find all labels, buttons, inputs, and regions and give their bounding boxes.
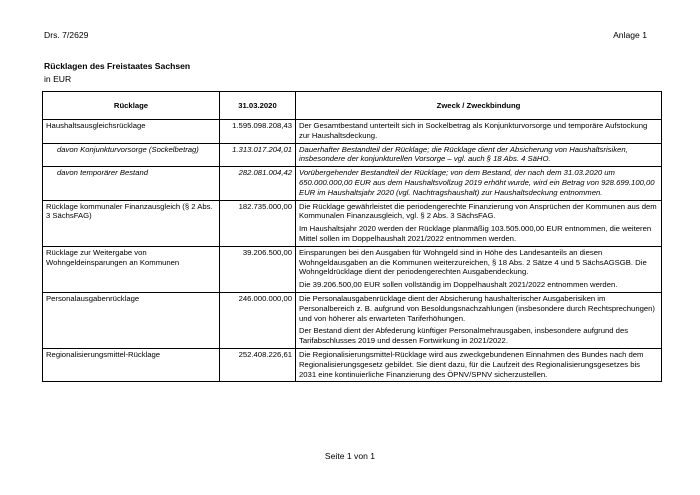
table-row [43,200,662,246]
document-number: Drs. 7/2629 [44,30,89,40]
table-row [43,292,662,348]
purpose-text: Vorübergehender Bestandteil der Rücklage; von dem Bestand, der nach dem 31.03.2020 um 650.000.000,00 EUR aus dem Haushaltsvollzug 2019 erhöht wurde, wird ein Betrag von 928.699.100,00 EUR im Haushaltsjahr 2020 (vgl. Nachtragshaushalt) zur Haushaltsdeckung entnommen. [299,168,655,197]
column-header-reserve: Rücklage [43,92,220,120]
reserve-value: 39.206.500,00 [220,246,296,292]
reserve-value: 252.408.226,61 [220,348,296,381]
column-header-purpose: Zweck / Zweckbindung [296,92,662,120]
reserve-name: davon Konjunkturvorsorge (Sockelbetrag) [43,143,220,167]
purpose-text: Die 39.206.500,00 EUR sollen vollständig im Doppelhaushalt 2021/2022 entnommen werden. [299,280,618,290]
purpose-text: Einsparungen bei den Ausgaben für Wohngeld sind in Höhe des Landesanteils an diesen Wohngeldausgaben an die Kommunen weiterzureichen, § 18 Abs. 2 Sätze 4 und 5 SächsAGSGB. Die Wohngeldrücklage dient der periodengerechten Ausgabendeckung. [299,247,647,277]
attachment-label: Anlage 1 [613,30,647,40]
table-row [43,348,662,381]
reserves-table [42,91,662,382]
purpose-text: Der Gesamtbestand unterteilt sich in Sockelbetrag als Konjunkturvorsorge und temporäre Aufstockung zur Haushaltsdeckung. [299,121,648,140]
table-row [43,120,662,144]
reserve-purpose [296,120,662,144]
reserve-purpose [296,292,662,348]
reserve-value: 182.735.000,00 [220,200,296,246]
currency-unit: in EUR [44,74,72,84]
reserve-name: Rücklage zur Weitergabe von Wohngeldeinsparungen an Kommunen [43,246,220,292]
reserve-value: 282.081.004,42 [220,167,296,200]
reserve-name: davon temporärer Bestand [43,167,220,200]
purpose-text: Dauerhafter Bestandteil der Rücklage; die Rücklage dient der Absicherung von Haushaltsrisiken, insbesondere der konjunkturellen Vorsorge – vgl. auch § 18 Abs. 4 SäHO. [299,144,628,164]
purpose-text: Die Rücklage gewährleistet die periodengerechte Finanzierung von Ansprüchen der Kommunen aus dem Kommunalen Finanzausgleich, vgl. § 2 Abs. 3 SächsFAG. [299,201,657,221]
purpose-text: Der Bestand dient der Abfederung künftiger Personalmehrausgaben, insbesondere aufgrund des Tarifabschlusses 2019 und dessen Fortwirkung in 2021/2022. [299,326,629,346]
reserve-purpose [296,143,662,167]
table-row [43,246,662,292]
reserve-name: Rücklage kommunaler Finanzausgleich (§ 2 Abs. 3 SächsFAG) [43,200,220,246]
reserve-name: Personalausgabenrücklage [43,292,220,348]
table-header-row [43,92,662,120]
page-title: Rücklagen des Freistaates Sachsen [44,61,191,71]
table-row [43,167,662,200]
reserve-purpose [296,167,662,200]
reserve-value: 1.595.098.208,43 [220,120,296,144]
reserve-value: 246.000.000,00 [220,292,296,348]
purpose-text: Die Regionalisierungsmittel-Rücklage wird aus zweckgebundenen Einnahmen des Bundes nach dem Regionalisierungsgesetz gebildet. Sie dient dazu, für die Laufzeit des Regionalisierungsgesetzes bis 2031 eine kontinuierliche Finanzierung des ÖPNV/SPNV sicherzustellen. [299,349,644,379]
page-footer: Seite 1 von 1 [324,451,376,461]
reserve-value: 1.313.017.204,01 [220,143,296,167]
purpose-text: Im Haushaltsjahr 2020 werden der Rücklage planmäßig 103.505.000,00 EUR entnommen, die weiteren Mittel sollen im Doppelhaushalt 2021/2022 entnommen werden. [299,224,652,243]
column-header-date: 31.03.2020 [220,92,296,120]
table-row [43,143,662,167]
reserve-name: Regionalisierungsmittel-Rücklage [43,348,220,381]
reserve-purpose [296,200,662,246]
purpose-text: Die Personalausgabenrücklage dient der Absicherung haushalterischer Ausgaberisiken im Personalbereich z. B. aufgrund von Besoldungsnachzahlungen (insbesondere durch Rechtsprechungen) und von höherer als erwarteten Tariferhöhungen. [299,293,655,323]
reserve-name: Haushaltsausgleichsrücklage [43,120,220,144]
reserve-purpose [296,348,662,381]
reserve-purpose [296,246,662,292]
